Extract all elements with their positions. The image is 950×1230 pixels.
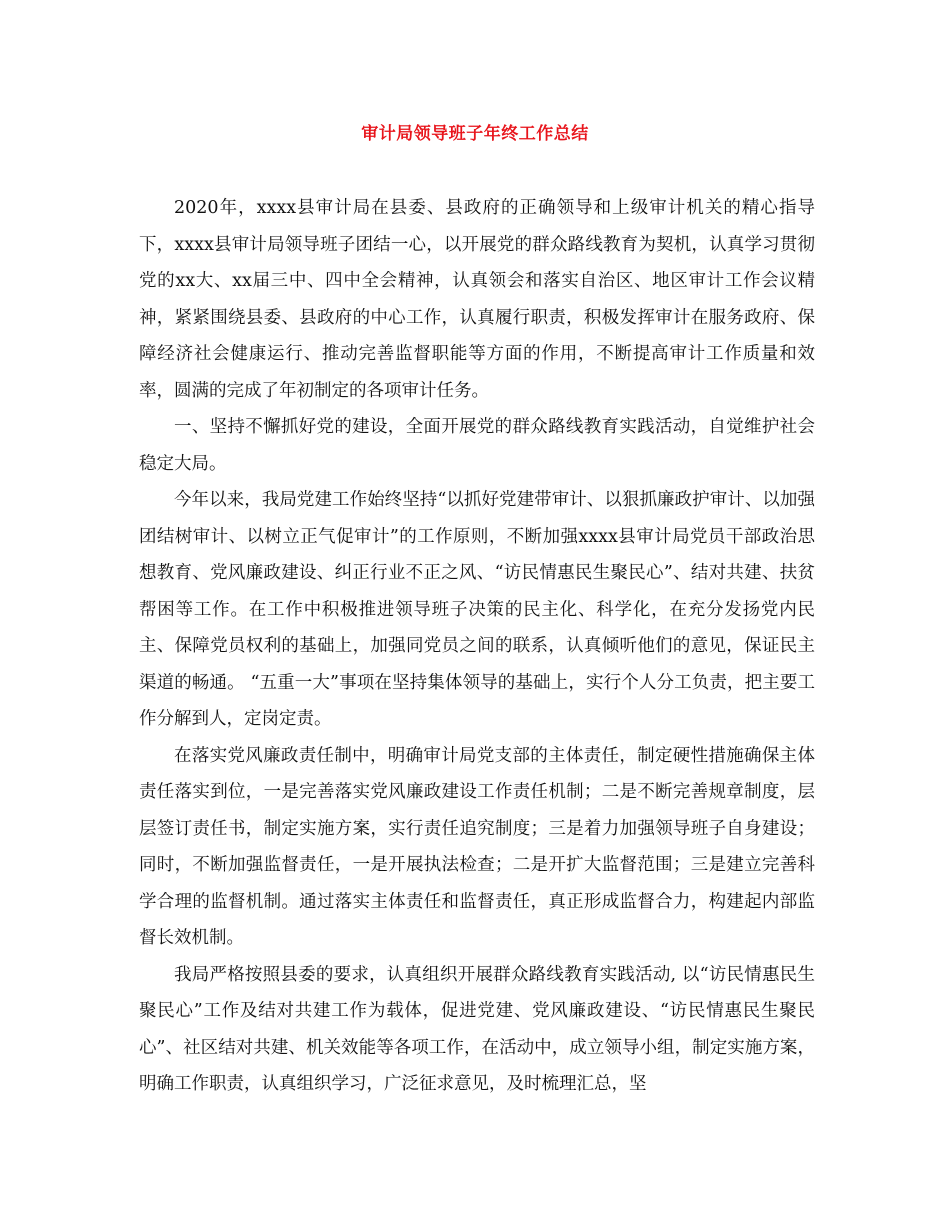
paragraph-section-heading-1: 一、坚持不懈抓好党的建设，全面开展党的群众路线教育实践活动，自觉维护社会稳定大局。 xyxy=(139,417,815,474)
paragraph-intro: 2020年，xxxx县审计局在县委、县政府的正确领导和上级审计机关的精心指导下，xxxx县审计局领导班子团结一心，以开展党的群众路线教育为契机，认真学习贯彻党的xx大、xx届三中、四中全会精神，认真领会和落实自治区、地区审计工作会议精神，紧紧围绕县委、县政府的中心工作，认真履行职责，积极发挥审计在服务政府、保障经济社会健康运行、推动完善监督职能等方面的作用，不断提高审计工作质量和效率，圆满的完成了年初制定的各项审计任务。 xyxy=(139,198,815,401)
paragraph-integrity-responsibility: 在落实党风廉政责任制中，明确审计局党支部的主体责任，制定硬性措施确保主体责任落实到位，一是完善落实党风廉政建设工作责任机制；二是不断完善规章制度，层层签订责任书，制定实施方案，实行责任追究制度；三是着力加强领导班子自身建设；同时，不断加强监督责任，一是开展执法检查；二是开扩大监督范围；三是建立完善科学合理的监督机制。通过落实主体责任和监督责任，真正形成监督合力，构建起内部监督长效机制。 xyxy=(139,745,815,948)
paragraph-mass-line-education: 我局严格按照县委的要求，认真组织开展群众路线教育实践活动, 以“访民情惠民生聚民心”工作及结对共建工作为载体，促进党建、党风廉政建设、“访民情惠民生聚民心”、社区结对共建、机关效能等各项工作，在活动中，成立领导小组，制定实施方案，明确工作职责，认真组织学习，广泛征求意见，及时梳理汇总，坚 xyxy=(139,964,815,1094)
document-title: 审计局领导班子年终工作总结 xyxy=(361,124,589,144)
paragraph-party-building: 今年以来，我局党建工作始终坚持“以抓好党建带审计、以狠抓廉政护审计、以加强团结树审计、以树立正气促审计”的工作原则，不断加强xxxx县审计局党员干部政治思想教育、党风廉政建设、纠正行业不正之风、“访民情惠民生聚民心”、结对共建、扶贫帮困等工作。在工作中积极推进领导班子决策的民主化、科学化，在充分发扬党内民主、保障党员权利的基础上，加强同党员之间的联系，认真倾听他们的意见，保证民主渠道的畅通。 “五重一大”事项在坚持集体领导的基础上，实行个人分工负责，把主要工作分解到人，定岗定责。 xyxy=(139,490,815,729)
document-body xyxy=(139,190,815,1103)
